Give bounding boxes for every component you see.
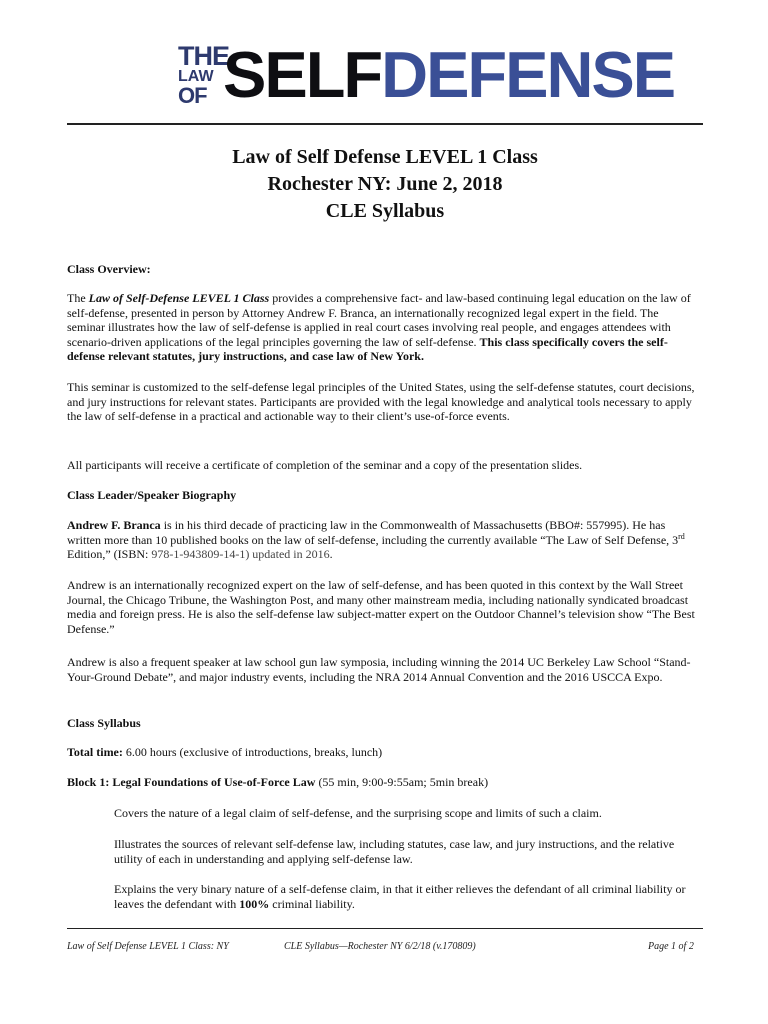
logo-of: OF <box>178 83 207 108</box>
law-of-self-defense-logo <box>178 38 675 111</box>
overview-heading: Class Overview: <box>67 262 151 276</box>
block-1-item-3-pre: Explains the very binary nature of a self-defense claim, in that it either relieves the defendant of all criminal liability or leaves the defendant with <box>114 882 686 911</box>
logo-self: SELF <box>223 38 382 111</box>
overview-p1-emphasis: This class specifically covers the self-defense relevant statutes, jury instructions, and case law of New York. <box>67 334 668 364</box>
title-line-3: CLE Syllabus <box>325 200 445 222</box>
bio-heading: Class Leader/Speaker Biography <box>67 488 237 502</box>
block-1-heading <box>67 775 699 790</box>
overview-paragraph-1 <box>67 291 699 364</box>
bio-paragraph-3: Andrew is also a frequent speaker at law school gun law symposia, including winning the 2014 UC Berkeley Law School “Stand-Your-Ground Debate”, and major industry events, including the NRA 2014 Annual Convention and the 2016 USCCA Expo. <box>67 655 691 684</box>
overview-p1-pre: The <box>67 291 89 305</box>
block-1-item-1: Covers the nature of a legal claim of self-defense, and the surprising scope and limits of such a claim. <box>114 806 602 820</box>
title-line-2: Rochester NY: June 2, 2018 <box>267 173 503 195</box>
bio-isbn: 978-1-943809-14-1) updated in 2016 <box>151 547 330 562</box>
block-1-item-3-emphasis: 100% <box>239 896 270 911</box>
logo-defense: DEFENSE <box>381 38 675 111</box>
total-time-value: 6.00 hours (exclusive of introductions, breaks, lunch) <box>122 745 383 759</box>
block-1-time: (55 min, 9:00-9:55am; 5min break) <box>315 775 489 789</box>
block-1-title: Block 1: Legal Foundations of Use-of-Force Law <box>67 775 316 789</box>
overview-class-name: Law of Self-Defense LEVEL 1 Class <box>88 291 270 305</box>
block-1-item-3 <box>114 882 702 911</box>
overview-p1-body: provides a comprehensive fact- and law-based continuing legal education on the law of self-defense, presented in person by Attorney Andrew F. Branca, an internationally recognized legal expert in the field. The seminar illustrates how the law of self-defense is applied in real court cases involving real people, and engages attendees with scenario-driven applications of the legal principles governing the law of self-defense. <box>67 291 691 349</box>
bio-paragraph-1 <box>67 518 699 562</box>
bio-p1-body: is in his third decade of practicing law in the Commonwealth of Massachusetts (BBO#: 557995). He has written more than 10 published books on the law of self-defense, including the currently available “The Law of Self Defense, 3 <box>67 518 679 547</box>
footer-page-number: Page 1 of 2 <box>648 941 694 952</box>
total-time <box>67 745 699 760</box>
overview-paragraph-2: This seminar is customized to the self-defense legal principles of the United States, using the self-defense statutes, court decisions, and jury instructions for relevant states. Participants are provided with the legal knowledge and analytical tools necessary to apply the law of self-defense in a practical and actionable way to their client’s use-of-force events. <box>67 380 695 424</box>
footer-version: CLE Syllabus—Rochester NY 6/2/18 (v.170809) <box>284 941 476 952</box>
title-line-1: Law of Self Defense LEVEL 1 Class <box>232 146 538 168</box>
header-rule <box>67 123 703 125</box>
logo-law: LAW <box>178 68 214 85</box>
bio-p1-edition: Edition,” (ISBN: <box>67 547 152 562</box>
footer-rule <box>67 928 703 929</box>
logo-the: THE <box>178 41 229 71</box>
overview-paragraph-3: All participants will receive a certificate of completion of the seminar and a copy of the presentation slides. <box>67 458 583 472</box>
block-1-item-2: Illustrates the sources of relevant self-defense law, including statutes, case law, and jury instructions, and the relative utility of each in understanding and applying self-defense law. <box>114 837 675 866</box>
syllabus-heading: Class Syllabus <box>67 716 141 730</box>
bio-name: Andrew F. Branca <box>67 518 161 532</box>
document-title <box>67 144 703 225</box>
block-1-item-3-post: criminal liability. <box>269 896 355 911</box>
bio-p1-end: . <box>329 547 333 562</box>
total-time-label: Total time: <box>67 745 123 759</box>
logo-wordmark <box>223 40 674 110</box>
footer-class-name: Law of Self Defense LEVEL 1 Class: NY <box>67 941 229 952</box>
bio-p1-superscript: rd <box>678 531 685 541</box>
bio-paragraph-2: Andrew is an internationally recognized expert on the law of self-defense, and has been quoted in this context by the Wall Street Journal, the Chicago Tribune, the Washington Post, and many other mainstream media, including nationally syndicated broadcast media and foreign press. He is also the self-defense law subject-matter expert on the Outdoor Channel’s television show “The Best Defense.” <box>67 578 695 636</box>
